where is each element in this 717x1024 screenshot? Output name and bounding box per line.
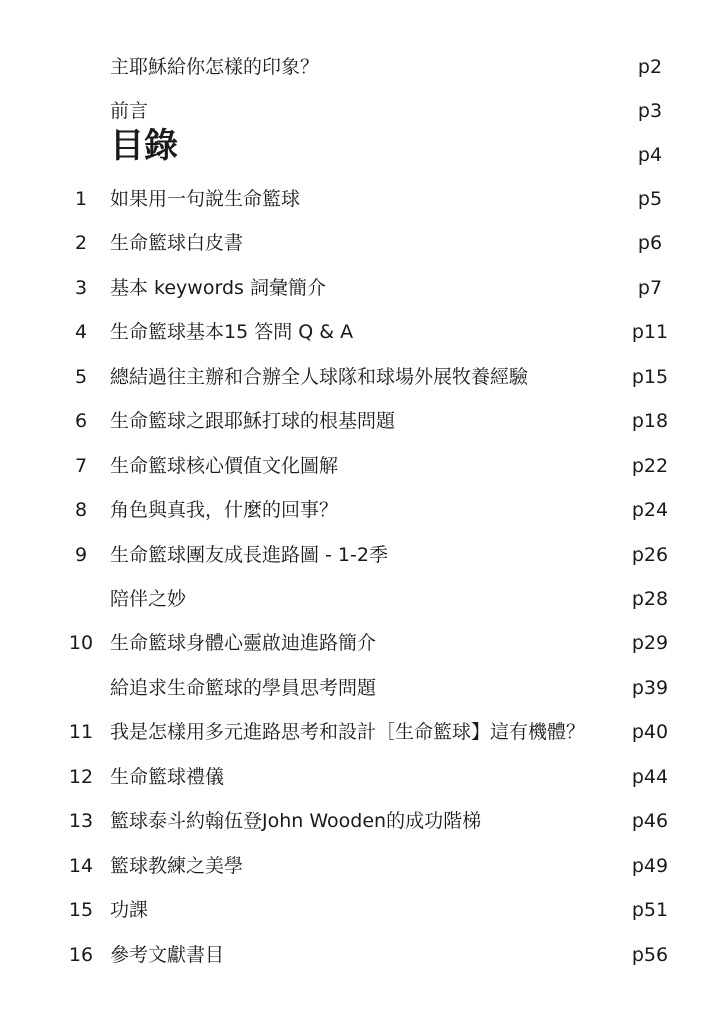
toc-entry-number: 2 [74,232,88,254]
toc-entry-title: 籃球泰斗約翰伍登John Wooden的成功階梯 [110,810,482,832]
toc-entry-number: 3 [74,277,88,299]
toc-row [0,806,717,836]
toc-entry-title: 生命籃球之跟耶穌打球的根基問題 [110,410,396,432]
toc-page-number: p4 [637,144,663,166]
toc-entry-number: 10 [68,632,94,654]
toc-entry-number: 5 [74,366,88,388]
toc-row [0,273,717,303]
toc-entry-title: 主耶穌給你怎樣的印象？ [110,56,320,78]
toc-row [0,52,717,82]
toc-entry-title: 生命籃球白皮書 [110,232,244,254]
toc-entry-title: 如果用一句說生命籃球 [110,188,301,210]
toc-page-number: p46 [631,810,669,832]
toc-entry-number: 16 [68,944,94,966]
toc-entry-title: 參考文獻書目 [110,944,225,966]
toc-page-number: p29 [631,632,669,654]
toc-page-number: p28 [631,588,669,610]
toc-row [0,96,717,126]
toc-page-number: p11 [631,321,669,343]
toc-entry-number: 8 [74,499,88,521]
toc-entry-title: 總結過往主辦和合辦全人球隊和球場外展牧養經驗 [110,366,529,388]
toc-entry-number: 1 [74,188,88,210]
toc-row [0,717,717,747]
toc-page-number: p22 [631,455,669,477]
toc-row [0,673,717,703]
toc-page-number: p40 [631,721,669,743]
toc-entry-title: 基本 keywords 詞彙簡介 [110,277,326,299]
toc-row [0,317,717,347]
toc-row [0,140,717,170]
toc-row [0,451,717,481]
toc-entry-title: 生命籃球禮儀 [110,766,225,788]
toc-page-number: p5 [637,188,663,210]
toc-entry-number: 15 [68,899,94,921]
toc-row [0,628,717,658]
toc-row [0,228,717,258]
toc-page-number: p44 [631,766,669,788]
toc-entry-number: 9 [74,544,88,566]
toc-page-number: p3 [637,100,663,122]
toc-entry-number: 7 [74,455,88,477]
toc-row [0,584,717,614]
toc-entry-title: 角色與真我，什麼的回事？ [110,499,339,521]
toc-entry-number: 4 [74,321,88,343]
toc-page-number: p15 [631,366,669,388]
toc-entry-number: 12 [68,766,94,788]
toc-entry-title: 籃球教練之美學 [110,855,244,877]
toc-page-number: p2 [637,56,663,78]
toc-entry-title: 給追求生命籃球的學員思考問題 [110,677,377,699]
toc-row [0,406,717,436]
toc-page-number: p7 [637,277,663,299]
toc-row [0,540,717,570]
toc-entry-title: 生命籃球基本15 答問 Q & A [110,321,354,343]
toc-entry-title: 生命籃球核心價值文化圖解 [110,455,339,477]
toc-row [0,895,717,925]
toc-entry-title: 我是怎樣用多元進路思考和設計［生命籃球】這有機體？ [110,721,586,743]
toc-row [0,495,717,525]
toc-entry-title: 功課 [110,899,149,921]
toc-row [0,762,717,792]
toc-entry-number: 11 [68,721,94,743]
toc-page-number: p24 [631,499,669,521]
toc-page-number: p6 [637,232,663,254]
toc-entry-number: 6 [74,410,88,432]
toc-entry-title: 生命籃球團友成長進路圖 - 1-2季 [110,544,388,566]
toc-entry-number: 13 [68,810,94,832]
toc-entry-title: 生命籃球身體心靈啟迪進路簡介 [110,632,377,654]
toc-page-number: p18 [631,410,669,432]
toc-entry-number: 14 [68,855,94,877]
toc-page-number: p26 [631,544,669,566]
toc-row [0,184,717,214]
toc-page-number: p39 [631,677,669,699]
toc-entry-title: 陪伴之妙 [110,588,187,610]
toc-page-number: p51 [631,899,669,921]
toc-entry-title: 前言 [110,100,149,122]
toc-page-number: p49 [631,855,669,877]
toc-heading: 目錄 [110,126,178,166]
toc-page-number: p56 [631,944,669,966]
toc-row [0,362,717,392]
toc-row [0,940,717,970]
toc-row [0,851,717,881]
